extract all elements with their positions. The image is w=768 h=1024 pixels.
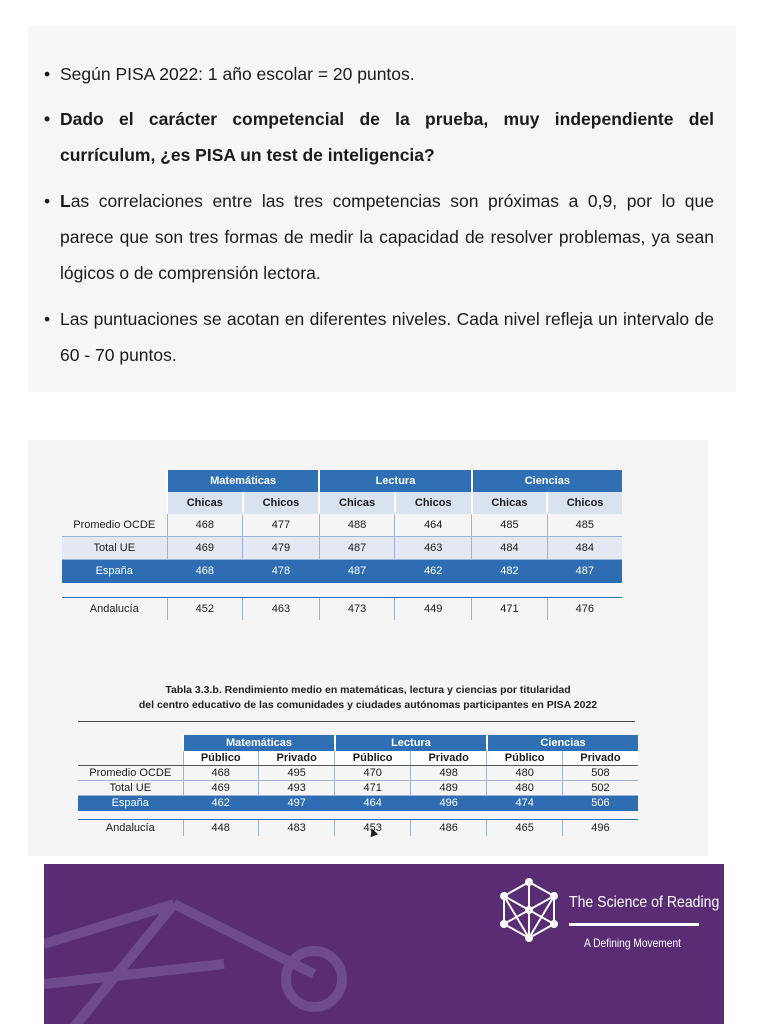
table-caption: [68, 683, 668, 713]
table-cell: 485: [547, 514, 622, 537]
table-cell: 469: [183, 781, 258, 796]
column-header: Chicos: [243, 492, 320, 514]
table-cell: 506: [562, 796, 638, 811]
bullet-list: [44, 56, 714, 383]
table-cell: 502: [562, 781, 638, 796]
column-header: Privado: [410, 751, 487, 766]
column-header: Chicas: [167, 492, 243, 514]
bullet-item: • Según PISA 2022: 1 año escolar = 20 puntos.: [44, 56, 714, 92]
column-header: Privado: [258, 751, 335, 766]
bullet-item: • Las puntuaciones se acotan en diferentes niveles. Cada nivel refleja un intervalo de 60 - 70 puntos.: [44, 301, 714, 373]
column-header: Chicas: [472, 492, 548, 514]
table-cell: 449: [395, 598, 472, 621]
table-cell: 480: [487, 766, 562, 781]
table-cell: 496: [410, 796, 487, 811]
brand-title: The Science of Reading: [569, 894, 720, 911]
table-cell: 464: [335, 796, 410, 811]
table-cell: 469: [167, 537, 243, 560]
table-spacer: [62, 583, 622, 598]
table-row: [62, 537, 622, 560]
table-cell: 453: [335, 820, 410, 837]
table-cell: 484: [547, 537, 622, 560]
table-cell: 498: [410, 766, 487, 781]
table-cell: 478: [243, 560, 320, 583]
table-cell: 468: [167, 514, 243, 537]
table-cell: 463: [395, 537, 472, 560]
table-cell: 470: [335, 766, 410, 781]
table-cell: 471: [335, 781, 410, 796]
bullet-slide: [28, 26, 736, 392]
table-cell: 464: [395, 514, 472, 537]
table-cell: 480: [487, 781, 562, 796]
brand-logo: [496, 878, 720, 950]
table-cell: 487: [547, 560, 622, 583]
table-cell: 482: [472, 560, 548, 583]
table-cell: 487: [319, 560, 395, 583]
bullet-bold-prefix: L: [60, 191, 71, 211]
bullet-text: as correlaciones entre las tres competencias son próximas a 0,9, por lo que parece que son tres formas de medir la capacidad de resolver problemas, ya sean lógicos o de comprensión lectora.: [60, 191, 714, 283]
group-header: Matemáticas: [183, 735, 335, 751]
row-label: España: [78, 796, 183, 811]
table-cell: 497: [258, 796, 335, 811]
table-row: [62, 598, 622, 621]
group-header: Ciencias: [487, 735, 638, 751]
caption-divider: [78, 721, 635, 722]
bullet-item: • Dado el carácter competencial de la prueba, muy independiente del currículum, ¿es PISA un test de inteligencia?: [44, 101, 714, 173]
row-label: España: [62, 560, 167, 583]
network-globe-icon: [496, 878, 562, 944]
column-header: Público: [183, 751, 258, 766]
group-header: Matemáticas: [167, 470, 319, 492]
table-row: [62, 514, 622, 537]
table-cell: 471: [472, 598, 548, 621]
table-cell: 485: [472, 514, 548, 537]
table-cell: 508: [562, 766, 638, 781]
school-type-scores-table: [78, 735, 638, 836]
table-cell: 489: [410, 781, 487, 796]
column-header: Chicos: [547, 492, 622, 514]
table-spacer: [78, 811, 638, 820]
row-label: Andalucía: [105, 822, 155, 834]
table-cell: 488: [319, 514, 395, 537]
table-cell: 468: [167, 560, 243, 583]
table-cell: 493: [258, 781, 335, 796]
group-header: Ciencias: [472, 470, 622, 492]
tables-panel: [28, 440, 708, 856]
table-cell: 479: [243, 537, 320, 560]
bullet-item: [44, 183, 714, 291]
column-header: Chicas: [319, 492, 395, 514]
row-label: Promedio OCDE: [78, 766, 183, 781]
table-row-highlight: [78, 796, 638, 811]
table-cell: 468: [183, 766, 258, 781]
table-cell: 474: [487, 796, 562, 811]
table-cell: 495: [258, 766, 335, 781]
table-cell: 476: [547, 598, 622, 621]
table-cell: 463: [243, 598, 320, 621]
column-header: Chicos: [395, 492, 472, 514]
row-label: Total UE: [62, 537, 167, 560]
caption-line: del centro educativo de las comunidades y ciudades autónomas participantes en PISA 2022: [138, 699, 598, 711]
table-row: [78, 766, 638, 781]
table-row: [78, 781, 638, 796]
row-label: Promedio OCDE: [62, 514, 167, 537]
column-header: Privado: [562, 751, 638, 766]
table-cell: 448: [183, 820, 258, 837]
table-cell: 486: [410, 820, 487, 837]
brand-divider: [569, 923, 699, 926]
table-cell: 496: [562, 820, 638, 837]
row-label: Total UE: [78, 781, 183, 796]
group-header: Lectura: [319, 470, 471, 492]
table-row-highlight: [62, 560, 622, 583]
group-header: Lectura: [335, 735, 487, 751]
table-cell: 473: [319, 598, 395, 621]
brand-subtitle: A Defining Movement: [584, 936, 681, 950]
promo-banner: [44, 864, 724, 1024]
table-row: [78, 820, 638, 837]
table-cell: 484: [472, 537, 548, 560]
row-label: Andalucía: [89, 603, 139, 615]
table-cell: 462: [395, 560, 472, 583]
table-cell: 462: [183, 796, 258, 811]
column-header: Público: [335, 751, 410, 766]
gender-scores-table: [62, 470, 622, 620]
caption-line: Tabla 3.3.b. Rendimiento medio en matemáticas, lectura y ciencias por titularidad: [165, 684, 571, 696]
table-cell: 477: [243, 514, 320, 537]
table-cell: 452: [167, 598, 243, 621]
table-cell: 465: [487, 820, 562, 837]
column-header: Público: [487, 751, 562, 766]
table-cell: 487: [319, 537, 395, 560]
table-cell: 483: [258, 820, 335, 837]
